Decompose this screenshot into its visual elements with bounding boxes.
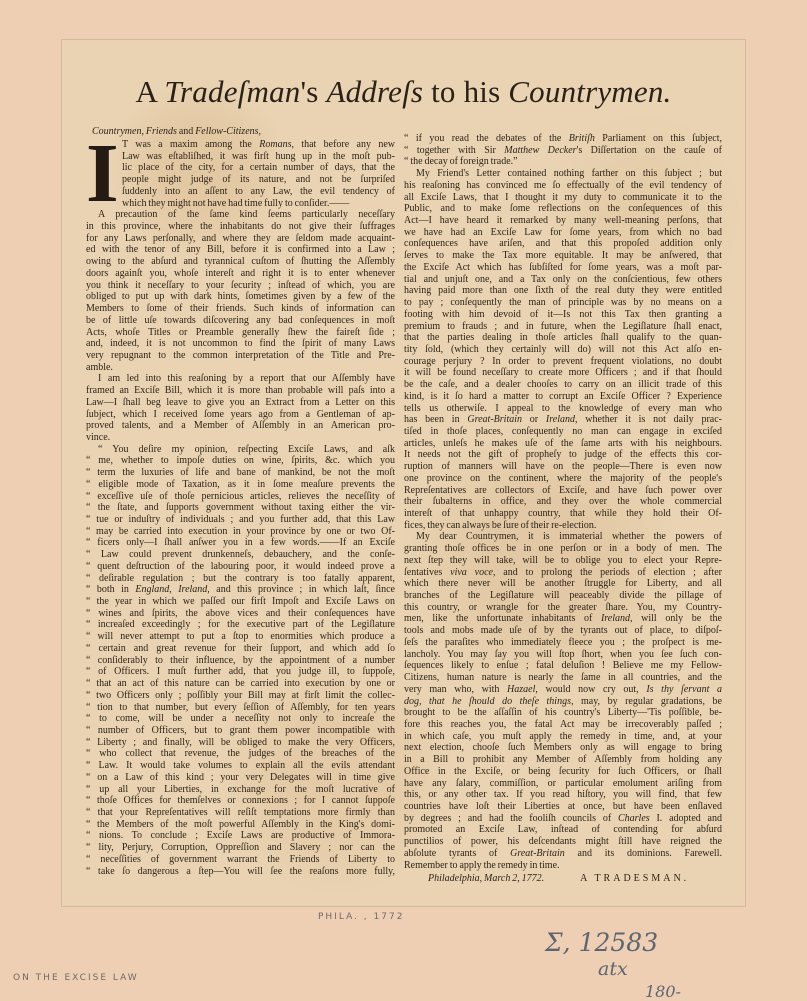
text-line: very man who, with Hazael, would now cry out, Is thy ſervant a [404,683,722,695]
text-line: in a Bill to prohibit any Member of Aſſembly from holding any [404,754,722,766]
paragraph [86,373,395,443]
text-line: obliged to put up with dark hints, ſometimes given by a few of the [86,291,395,303]
text-line: proved talents, and a Member of Aſſembly in an American pro- [86,420,395,432]
text-line: which they might not have had time fully to conſider.—— [122,197,350,209]
handwritten-price: 180- [645,982,681,1001]
text-line: all Exciſe Laws, that I thought it my duty to communicate it to the [404,191,722,203]
catalog-number: Σ, 12583 [545,928,659,957]
left-column [86,126,395,877]
text-line: be the caſe, and a dealer chooſes to carry on an illicit trade of this [404,379,722,391]
text-line: ſerves to make the Tax more equitable. It may be anſwered, that [404,250,722,262]
text-line: tiſed in thoſe places, conſequently no man can engage in exciſed [404,425,722,437]
text-line: dog, that he ſhould do theſe things, may, by regular gradations, be [404,695,722,707]
text-line: his reaſoning has convinced me ſo effectually of the evil tendency of [404,179,722,191]
text-line: “ lity, Perjury, Corruption, Oppreſſion and Slavery ; nor can the [86,842,395,854]
text-line: having paid more than one ſixth of the real duty they were entitled [404,285,722,297]
text-line: one province on the continent, where the majority of the people's [404,472,722,484]
text-line: I am led into this reaſoning by a report that our Aſſembly have [98,373,395,385]
text-line: next ſtep they will take, will be to oblige you to elect your Repre- [404,554,722,566]
text-line: Repreſentatives are collectors of Exciſe, and have ſuch power over [404,484,722,496]
text-line: “ term the luxuries of life and bane of mankind, be not the moſt [86,467,395,479]
text-line: in which caſe, you muſt apply the remedy in time, and, at your [404,730,722,742]
text-line: It needs not the gift of propheſy to judge of the effects this cor- [404,449,722,461]
text-line: ſeſs the paraſites who immediately fleece you ; the proſpect is me- [404,636,722,648]
text-line: lancholy. You may ſay you will ſtop ſhort, when you ſee ſuch con- [404,648,722,660]
text-line: “ the Members of the moſt powerful Aſſembly in the King's domi- [86,818,395,830]
text-line: ſentatives viva voce, and to prolong the periods of election ; after [404,566,722,578]
text-line: ſubject, which I received ſome years ago from a Gentleman of ap- [86,408,395,420]
drop-cap: I [86,127,119,220]
text-line: tial and unjuſt one, and a Tax only on the conſcientious, few others [404,273,722,285]
text-line: countries have loſt their Liberties at once, but have been enſlaved [404,800,722,812]
text-line: “ Law could prevent drunkenneſs, debauchery, and the conſe- [86,549,395,561]
text-line: “ on a Law of this kind ; your very Delegates will in time give [86,771,395,783]
paragraph [86,209,395,373]
text-line: “ ficers only—I ſhall anſwer you in a few words.——If an Exciſe [86,537,395,549]
text-line: have any ſalary, commiſſion, or particular emolument ariſing from [404,777,722,789]
text-line: you think it neceſſary to your ſecurity ; inſtead of which, you are [86,279,395,291]
signature-author: A TRADESMAN. [580,873,690,885]
text-line: ed with the tenor of any Bill, before it is confirmed into a Law ; [86,244,395,256]
text-line: which there never will be another ſtruggle for Liberty, and all [404,578,722,590]
text-line: be of little uſe towards diſcovering any bad conſequences in moſt [86,314,395,326]
text-line: owing to the abſurd and tyrannical cuſtom of ſhutting the Aſſembly [86,256,395,268]
text-line: “ the decay of foreign trade.” [404,156,518,168]
text-line: tools and mobs made uſe of by the tyrants out of place, to diſpoſ- [404,625,722,637]
text-line: “ You deſire my opinion, reſpecting Exciſe Laws, and aſk [98,443,395,455]
text-line: footing with him devoid of it—Is not this Tax then granting a [404,308,722,320]
text-line: “ deſirable regulation ; but the contrary is too fatally apparent, [86,572,395,584]
text-line: “ that your Repreſentatives will reſiſt temptations more firmly than [86,806,395,818]
text-line: “ me, whether to impoſe duties on wine, ſpirits, &c. which you [86,455,395,467]
text-line: courage perjury ? In order to prevent frequent violations, no doubt [404,355,722,367]
text-line: branches of the Legiſlature will peaceably divide the pillage of [404,590,722,602]
text-line: fore this reaches you, the fatal Act may be irrecoverably paſſed ; [404,718,722,730]
text-line: very repugnant to the common interpretation of the Title and Pre- [86,349,395,361]
text-line: “ certain and great revenue for their ſupport, and which add ſo [86,642,395,654]
imprint-note: PHILA. , 1772 [318,912,405,922]
text-line: “ take ſo dangerous a ſtep—You will ſee the reaſons more fully, [86,865,395,877]
text-line: “ the ſtate, and ſupports government without taxing either the vir- [86,502,395,514]
text-line: “ tue or induſtry of individuals ; and you further add, that this Law [86,514,395,525]
text-line: their ſubalterns in office, and they over the whole commercial [404,496,722,508]
text-line: “ who collect that revenue, the judges of the breaches of the [86,748,395,760]
text-line: vince. [86,431,111,443]
text-line: to pay ; conſequently the man of principle was by no means on a [404,297,722,309]
text-line: the Exciſe Act which has ſubſiſted for ſome years, was a moſt par- [404,261,722,273]
text-line: “ of Officers. I muſt further add, that you judge ill, to ſuppoſe, [86,666,395,678]
paragraph [86,444,395,878]
text-line: for any Laws perſonally, and where they are ſeldom made acquaint- [86,232,395,244]
text-line: “ exceſſive uſe of thoſe pernicious articles, relieves the neceſſity of [86,490,395,502]
text-line: “ neceſſities of government warrant the Friends of Liberty to [86,853,395,865]
text-line: intereſt of that unhappy country, that while they hold their Of- [404,508,722,519]
text-line: framed an Exciſe Bill, which it is more than probable will paſs into a [86,385,395,397]
text-line: ſequences likely to enſue ; fatal deluſion ! Believe me my Fellow- [404,660,722,672]
paragraph [404,531,722,871]
document-title: A Tradeſman's Addreſs to his Countrymen. [135,74,672,109]
text-line: “ Liberty ; and finally, will be obliged to make the very Officers, [86,736,395,748]
text-line: men, like the unfortunate inhabitants of Ireland, will only be the [404,613,722,625]
text-line: articles, unleſs he makes uſe of the ſame arts with his neighbours. [404,437,722,449]
text-line: amble. [86,361,113,373]
text-line: My Friend's Letter contained nothing farther on this ſubject ; but [416,168,722,180]
text-line: premium to frauds ; and in future, when the Legiſlature ſhall enact, [404,320,722,332]
text-line: “ thoſe Offices for themſelves or connexions ; for I cannot ſuppoſe [86,795,395,807]
text-line: ſuddenly into an aſſent to any Law, the evil tendency of [122,185,395,197]
text-line: tity ſold, (which they certainly will do) will not this Act alſo en- [404,343,722,355]
text-line: Acts, whoſe Titles or Preamble generally ſhew the faireſt ſide ; [86,326,395,338]
text-line: lic place of the city, for a certain number of days, that the [122,162,395,174]
text-line: “ wines and ſpirits, the above vices and their conſequences have [86,607,395,619]
text-line: by degrees ; and had the fooliſh councils of Charles I. adopted and [404,812,722,824]
text-line: “ Law. It would take volumes to explain all the evils attendant [86,760,395,772]
text-line: tells us otherwiſe. I appeal to the knowledge of every man who [404,402,722,414]
text-line: brought to be the aſſaſſin of his country's Liberty—'Tis poſſible, be- [404,707,722,719]
text-line: conſequences have ariſen, and that this propoſed addition only [404,238,722,250]
handwritten-code: atx [598,958,628,980]
text-line: My dear Countrymen, it is immaterial whether the powers of [416,531,722,543]
text-line: granting thoſe offices be in one perſon or in a body of men. The [404,543,722,555]
text-line: and, indeed, it is not uncommon to find the ſpirit of many Laws [86,338,395,350]
text-line: Act—I have heard it remarked by many well-meaning perſons, that [404,215,722,227]
text-line: Law was eſtabliſhed, it was firſt hung up in the moſt pub- [122,150,395,162]
text-line: “ will never attempt to put a ſtop to enormities which produce a [86,631,395,643]
text-line: Remember to apply the remedy in time. [404,859,560,871]
text-line: “ the year in which we paſſed our firſt Impoſt and Exciſe Laws on [86,596,395,608]
text-line: fices, they can always be ſure of their re-election. [404,519,597,531]
text-line: “ increaſed exceedingly ; for the executive part of the Legiſlature [86,619,395,631]
text-line: “ quent deſtruction of the labouring poor, it would indeed prove a [86,560,395,572]
salutation: Countrymen, Friends and Fellow-Citizens, [92,126,262,137]
text-line: “ two Officers only ; poſſibly your Bill may at firſt limit the collec- [86,689,395,701]
text-line: “ that an act of this nature can be carried into execution by one or [86,678,395,690]
text-line: doors againſt you, whoſe intereſt and right it is to enter whenever [86,267,395,279]
text-line: punctilios of power, his deſcendants might ſtill have reigned the [404,836,722,848]
text-line: ruption of manners will have on the people—There is even now [404,461,722,473]
text-line: “ eligible mode of Taxation, as it in ſome meaſure prevents the [86,478,395,490]
text-line: “ number of Officers, but to grant them power incompatible with [86,724,395,736]
text-line: “ both in England, Ireland, and this province ; in which laſt, ſince [86,584,395,596]
text-line: that the parties dealing in thoſe articles ſhall qualify to the quan- [404,332,722,344]
signature-line [404,873,722,885]
text-line: this country, or wrangle for the greater ſhare. You, my Country- [404,601,722,613]
text-line: “ nions. To conclude ; Exciſe Laws are productive of Immora- [86,830,395,842]
text-line: “ conſiderably to their influence, by the appointment of a number [86,654,395,666]
text-line: Office in the Exciſe, or being ſecurity for ſuch Officers, or ſhall [404,765,722,777]
text-line: kind, is it ſo hard a matter to corrupt an Exciſe Officer ? Experience [404,390,722,402]
text-line: we have had an Exciſe Law for ſome years, from which no bad [404,226,722,238]
text-line: people might judge of its nature, and not be ſurpriſed [122,174,395,186]
text-line: next election, chooſe ſuch Members only as will engage to bring [404,742,722,754]
text-line: it will be found neceſſary to create more Officers ; and if that ſhould [404,367,722,379]
text-line: Citizens, human nature is nearly the ſame in all countries, and the [404,672,722,684]
text-line: “ up all your Liberties, in exchange for the moſt lucrative of [86,783,395,795]
text-line: Law—I ſhall beg leave to give you an Extract from a Letter on this [86,396,395,408]
text-line: “ if you read the debates of the Britiſh Parliament on this ſubject, [404,133,722,144]
signature-place-date: Philadelphia, March 2, 1772. [428,873,545,885]
text-line: “ tion to that number, but every ſeſſion of Aſſembly, for ten years [86,701,395,713]
text-line: promoted an Exciſe Law, inſtead of contending for abſurd [404,824,722,836]
paragraph [404,133,722,168]
text-line: “ to come, will be under a neceſſity not only to increaſe the [86,713,395,725]
text-line: this, or any other tax. If you read hiſtory, you will find, that few [404,789,722,801]
text-line: abſolute tyrants of Great-Britain and its dominions. Farewell. [404,847,722,859]
text-line: Public, and to make ſome reflections on the conſequences of this [404,203,722,215]
text-line: A precaution of the ſame kind ſeems particularly neceſſary [98,209,395,221]
text-line: has been in Great-Britain or Ireland, whether it is not daily prac- [404,414,722,426]
text-line: Members to ſome of their friends. Such kinds of information can [86,303,395,315]
text-line: “ together with Sir Matthew Decker's Diſſertation on the cauſe of [404,144,722,156]
right-column [404,133,722,885]
subject-note: ON THE EXCISE LAW [13,973,139,983]
text-line: in this province, where the inhabitants do not give their ſuffrages [86,221,395,233]
text-line: “ may be carried into execution in your province by one or two Of- [86,525,395,537]
text-line: T was a maxim among the Romans, that before any new [122,139,395,150]
paragraph [404,168,722,531]
